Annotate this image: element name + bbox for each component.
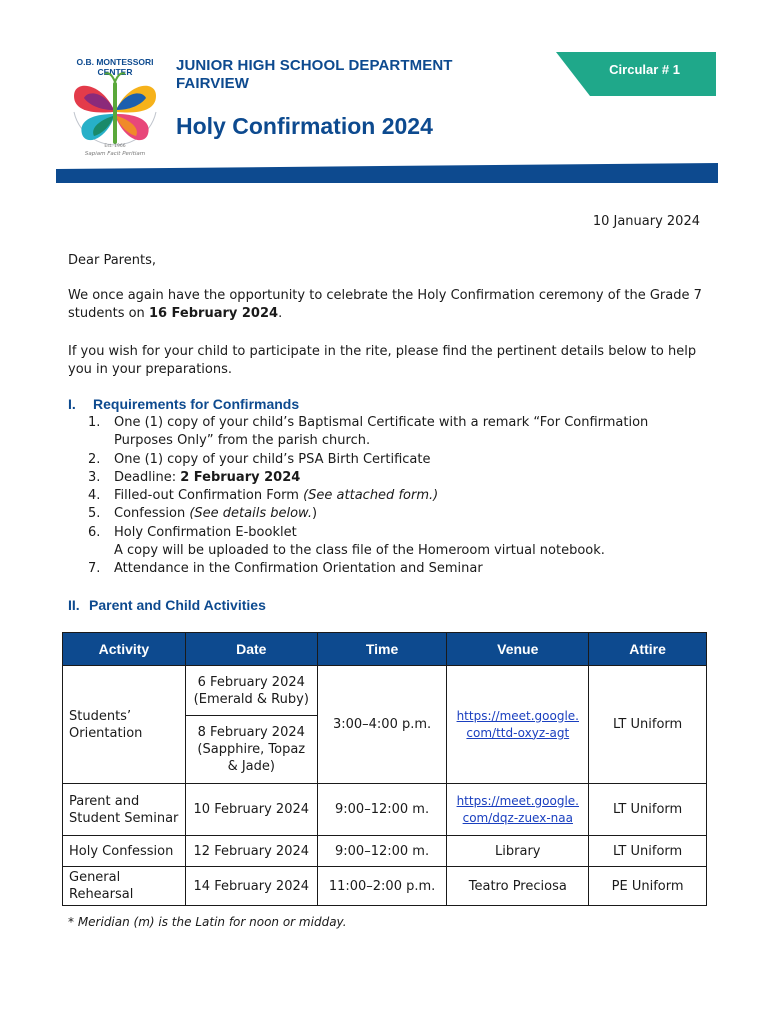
school-logo [60,52,170,164]
date-cell: 12 February 2024 [185,836,317,867]
list-item [88,469,688,487]
activity-cell: Holy Confession [63,836,186,867]
logo-year: Est. 1966 [104,144,126,149]
section-title: Requirements for Confirmands [93,396,300,412]
column-header-date: Date [185,633,317,666]
logo-name-line1: O.B. MONTESSORI [76,57,154,67]
list-item [88,451,688,469]
department-line1: JUNIOR HIGH SCHOOL DEPARTMENT [176,57,453,74]
table-row [63,666,707,716]
item-number: 6. [88,524,101,540]
list-item [88,524,688,561]
list-item [88,560,688,578]
intro-end: . [278,306,283,321]
time-cell: 11:00–2:00 p.m. [317,867,447,906]
meet-link-orientation[interactable]: https://meet.google.com/ttd-oxyz-agt [456,708,579,740]
activity-cell: General Rehearsal [63,867,186,906]
time-cell: 9:00–12:00 m. [317,784,447,836]
logo-name-line2: CENTER [97,67,133,77]
date-cell: 14 February 2024 [185,867,317,906]
item-number: 5. [88,506,101,522]
letter-date: 10 January 2024 [592,214,700,229]
circular-number: Circular # 1 [609,62,680,77]
date-cell: 10 February 2024 [185,784,317,836]
header-banner [56,163,718,183]
table-row [63,784,707,836]
department-line2: FAIRVIEW [176,75,250,92]
footnote: * Meridian (m) is the Latin for noon or midday. [68,915,347,929]
deadline-date: 2 February 2024 [180,469,301,485]
item-text: Filled-out Confirmation Form [114,488,304,504]
column-header-venue: Venue [447,633,589,666]
item-number: 7. [88,561,101,577]
time-cell: 9:00–12:00 m. [317,836,447,867]
requirements-list [88,414,688,579]
item-tail: ) [311,506,318,522]
item-note: (See attached form.) [303,488,439,504]
circular-tag [556,52,716,96]
section-activities-heading [68,597,266,613]
section-numeral: II. [68,597,80,613]
item-number: 4. [88,488,101,504]
activity-cell: Students’ Orientation [63,666,186,784]
venue-cell [447,666,589,784]
intro-paragraph [68,287,708,323]
meet-link-seminar[interactable]: https://meet.google.com/dqz-zuex-naa [456,793,579,825]
column-header-activity: Activity [63,633,186,666]
participation-paragraph: If you wish for your child to participate in the rite, please find the pertinent details below to help you in your preparations. [68,344,697,377]
table-header-row [63,633,707,666]
attire-cell: PE Uniform [589,867,707,906]
venue-cell [447,784,589,836]
venue-cell: Library [447,836,589,867]
date-cell: 8 February 2024 (Sapphire, Topaz & Jade) [185,716,317,784]
item-note: (See details below. [189,506,312,522]
activity-cell: Parent and Student Seminar [63,784,186,836]
table-row [63,836,707,867]
time-cell: 3:00–4:00 p.m. [317,666,447,784]
item-text: One (1) copy of your child’s Baptismal Certificate with a remark “For Confirmation Purposes Only” from the parish church. [114,415,649,449]
attire-cell: LT Uniform [589,836,707,867]
activities-table [62,632,707,906]
item-text: Holy Confirmation E-booklet [114,524,297,540]
attire-cell: LT Uniform [589,784,707,836]
item-text: Confession [114,506,190,522]
attire-cell: LT Uniform [589,666,707,784]
item-text: One (1) copy of your child’s PSA Birth Certificate [114,451,431,467]
department-name [176,57,453,93]
list-item [88,414,688,451]
section-title: Parent and Child Activities [89,597,266,613]
section-requirements-heading [68,396,299,412]
column-header-time: Time [317,633,447,666]
list-item [88,505,688,523]
document-title: Holy Confirmation 2024 [176,113,433,139]
section-numeral: I. [68,396,76,412]
salutation: Dear Parents, [68,253,156,268]
column-header-attire: Attire [589,633,707,666]
table-row [63,867,707,906]
logo-motto: Sapiam Facit Peritiam [84,151,146,157]
item-text: Deadline: [114,469,181,485]
list-item [88,487,688,505]
venue-cell: Teatro Preciosa [447,867,589,906]
item-detail: A copy will be uploaded to the class file of the Homeroom virtual notebook. [114,543,605,559]
item-number: 2. [88,451,101,467]
item-text: Attendance in the Confirmation Orientation and Seminar [114,561,483,577]
item-number: 1. [88,415,101,430]
date-cell: 6 February 2024 (Emerald & Ruby) [185,666,317,716]
item-number: 3. [88,469,101,485]
intro-text: We once again have the opportunity to celebrate the Holy Confirmation ceremony of the Grade 7 students on [68,288,702,321]
ceremony-date: 16 February 2024 [148,306,279,321]
